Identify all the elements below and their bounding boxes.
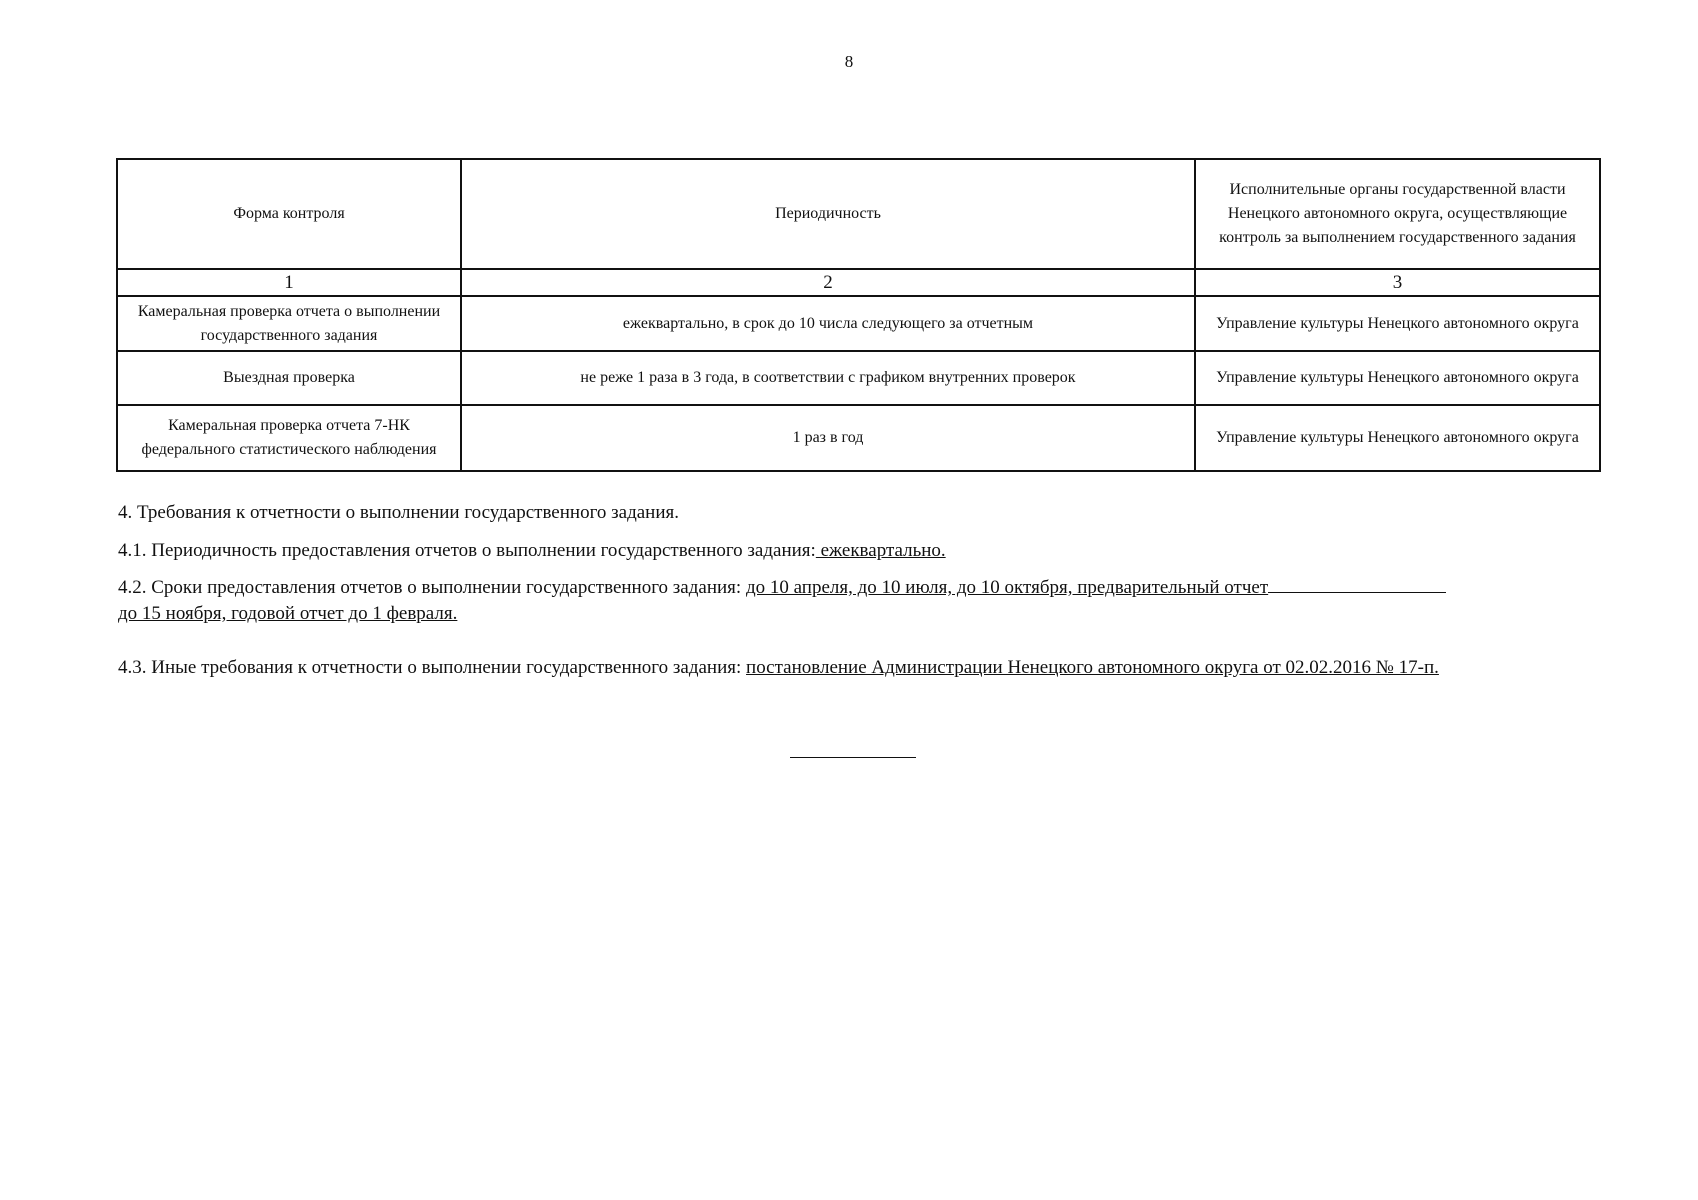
column-number: 2 [461,269,1195,296]
cell-authority: Управление культуры Ненецкого автономного округа [1195,296,1600,351]
cell-authority: Управление культуры Ненецкого автономного округа [1195,351,1600,405]
section-4-title [118,500,1598,526]
cell-period: не реже 1 раза в 3 года, в соответствии с графиком внутренних проверок [461,351,1195,405]
paragraph-4-1-value: ежеквартально. [815,540,946,561]
cell-form: Камеральная проверка отчета 7-НК федерального статистического наблюдения [117,405,461,471]
paragraph-4-1-label: 4.1. Периодичность предоставления отчетов о выполнении государственного задания: [118,540,816,561]
header-period: Периодичность [461,159,1195,269]
paragraph-4-2-value-line1: до 10 апреля, до 10 июля, до 10 октября, предварительный отчет [745,577,1269,598]
cell-form: Выездная проверка [117,351,461,405]
paragraph-4-1 [118,538,1598,564]
table-row [117,405,1600,471]
cell-authority: Управление культуры Ненецкого автономного округа [1195,405,1600,471]
table-column-numbers-row [117,269,1600,296]
table-row [117,296,1600,351]
header-form: Форма контроля [117,159,461,269]
paragraph-4-3 [118,655,1598,681]
page-number: 8 [844,52,854,71]
paragraph-4-2 [118,575,1598,627]
section-4-title-text: 4. Требования к отчетности о выполнении государственного задания. [118,502,680,523]
header-authority: Исполнительные органы государственной власти Ненецкого автономного округа, осуществляющие контроль за выполнением государственного задания [1195,159,1600,269]
column-number: 3 [1195,269,1600,296]
paragraph-4-2-value-line2: до 15 ноября, годовой отчет до 1 февраля. [118,603,458,624]
table-header-row [117,159,1600,269]
paragraph-4-2-label: 4.2. Сроки предоставления отчетов о выполнении государственного задания: [118,577,746,598]
paragraph-4-3-value: постановление Администрации Ненецкого автономного округа от 02.02.2016 № 17-п. [746,657,1439,678]
blank-fill-line [1268,576,1446,593]
cell-form: Камеральная проверка отчета о выполнении государственного задания [117,296,461,351]
cell-period: 1 раз в год [461,405,1195,471]
document-end-rule [790,757,916,758]
column-number: 1 [117,269,461,296]
cell-period: ежеквартально, в срок до 10 числа следующего за отчетным [461,296,1195,351]
paragraph-4-3-label: 4.3. Иные требования к отчетности о выполнении государственного задания: [118,657,747,678]
table-row [117,351,1600,405]
control-table [116,158,1601,472]
